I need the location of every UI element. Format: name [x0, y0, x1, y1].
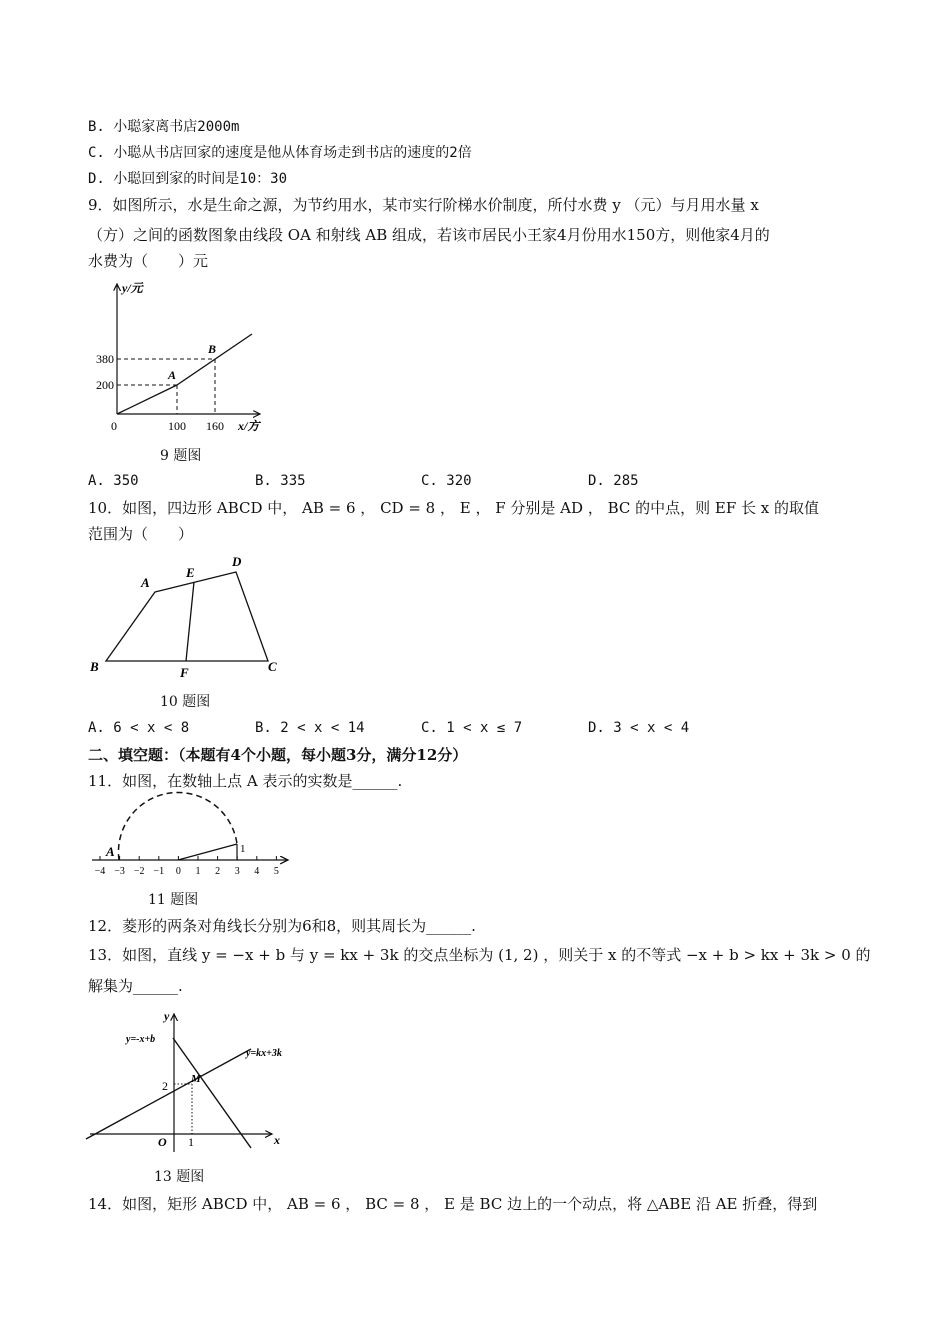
- q13-point-m: M: [191, 1073, 201, 1085]
- q10-option-c: C. 1 < x ≤ 7: [421, 720, 523, 736]
- q10-label-b: B: [90, 659, 99, 674]
- q10-label-f: F: [180, 665, 189, 680]
- q9-point-b: B: [208, 342, 217, 356]
- q13-xtick-1: 1: [188, 1135, 194, 1149]
- q10-option-b: B. 2 < x < 14: [255, 720, 365, 736]
- q9-option-a: A. 350: [88, 473, 139, 489]
- q11-tick-label: 2: [215, 866, 221, 877]
- q11-point-a: A: [106, 844, 115, 859]
- q11-tick-label: 5: [273, 866, 279, 877]
- q9-point-a: A: [168, 368, 177, 382]
- q11-caption: 11 题图: [148, 892, 199, 908]
- q9-option-b: B. 335: [255, 473, 306, 489]
- q11-tick-label: 4: [254, 866, 260, 877]
- q10-line2: 范围为（ ）: [88, 525, 194, 543]
- q13-origin: O: [158, 1135, 167, 1149]
- q11-figure: [88, 796, 298, 880]
- q14-line1: 14．如图，矩形 ABCD 中， AB = 6 ， BC = 8 ， E 是 BC 边上的一个动点，将 △ABE 沿 AE 折叠，得到: [88, 1195, 818, 1213]
- q9-xtick-160: 160: [206, 419, 224, 433]
- q9-line1: 9．如图所示，水是生命之源，为节约用水，某市实行阶梯水价制度，所付水费 y （元）与月用水量 x: [88, 196, 759, 214]
- q12-text: 12．菱形的两条对角线长分别为6和8，则其周长为______.: [88, 917, 476, 935]
- q11-tick-label: −4: [94, 866, 106, 877]
- q10-label-d: D: [232, 554, 242, 569]
- q9-ytick-200: 200: [96, 378, 114, 392]
- q10-label-c: C: [268, 659, 277, 674]
- q11-tick-label: 0: [175, 866, 181, 877]
- q11-tick-label: −3: [114, 866, 125, 877]
- q10-label-e: E: [186, 565, 195, 580]
- q9-line3: 水费为（ ）元: [88, 252, 209, 270]
- q13-line-kx: [86, 1049, 251, 1139]
- q8-option-d: D. 小聪回到家的时间是10：30: [88, 171, 288, 187]
- q13-x-label: x: [274, 1133, 280, 1147]
- q9-origin: 0: [111, 419, 117, 433]
- q11-tick-label: 3: [234, 866, 240, 877]
- q9-option-c: C. 320: [421, 473, 472, 489]
- q10-figure: [86, 550, 286, 680]
- q9-segment-oa: [117, 385, 177, 414]
- q11-ticks: [95, 856, 279, 877]
- q11-height-label: 1: [240, 843, 246, 855]
- q10-option-a: A. 6 < x < 8: [88, 720, 190, 736]
- q10-line1: 10．如图，四边形 ABCD 中， AB = 6 ， CD = 8 ， E ， F 分别是 AD ， BC 的中点，则 EF 长 x 的取值: [88, 499, 820, 517]
- q13-ytick-2: 2: [162, 1079, 168, 1093]
- q10-option-d: D. 3 < x < 4: [588, 720, 690, 736]
- q9-y-label: y/元: [122, 281, 143, 295]
- q11-text: 11．如图，在数轴上点 A 表示的实数是______.: [88, 772, 403, 790]
- q9-line2: （方）之间的函数图象由线段 OA 和射线 AB 组成，若该市居民小王家4月份用水150方，则他家4月的: [88, 226, 770, 244]
- q13-line-neg: [173, 1038, 251, 1148]
- q13-line1: 13．如图，直线 y = −x + b 与 y = kx + 3k 的交点坐标为 (1, 2) ，则关于 x 的不等式 −x + b > kx + 3k > 0 的: [88, 946, 871, 964]
- q9-ytick-380: 380: [96, 352, 114, 366]
- q11-tick-label: 1: [195, 866, 201, 877]
- section2-title: 二、填空题：（本题有4个小题，每小题3分，满分12分）: [88, 746, 468, 764]
- q11-tick-label: −1: [153, 866, 165, 877]
- q8-option-b: B. 小聪家离书店2000m: [88, 119, 240, 135]
- q11-hypotenuse: [178, 844, 237, 860]
- q9-figure: [96, 278, 280, 438]
- q9-x-label: x/方: [238, 419, 260, 433]
- q8-option-c: C. 小聪从书店回家的速度是他从体育场走到书店的速度的2倍: [88, 145, 472, 161]
- q10-caption: 10 题图: [160, 694, 211, 710]
- q9-caption: 9 题图: [160, 448, 202, 464]
- q13-y-label: y: [164, 1009, 170, 1023]
- q10-segment-ef: [186, 582, 194, 661]
- q13-line2-label: y=kx+3k: [246, 1048, 282, 1059]
- q9-xtick-100: 100: [168, 419, 186, 433]
- q13-line1-label: y=-x+b: [126, 1034, 156, 1045]
- q9-option-d: D. 285: [588, 473, 639, 489]
- q13-figure: [86, 1006, 296, 1156]
- q10-label-a: A: [141, 575, 150, 590]
- q13-line2: 解集为______.: [88, 977, 183, 995]
- q11-tick-label: −2: [133, 866, 145, 877]
- q11-arc: [118, 792, 237, 860]
- q13-caption: 13 题图: [154, 1169, 205, 1185]
